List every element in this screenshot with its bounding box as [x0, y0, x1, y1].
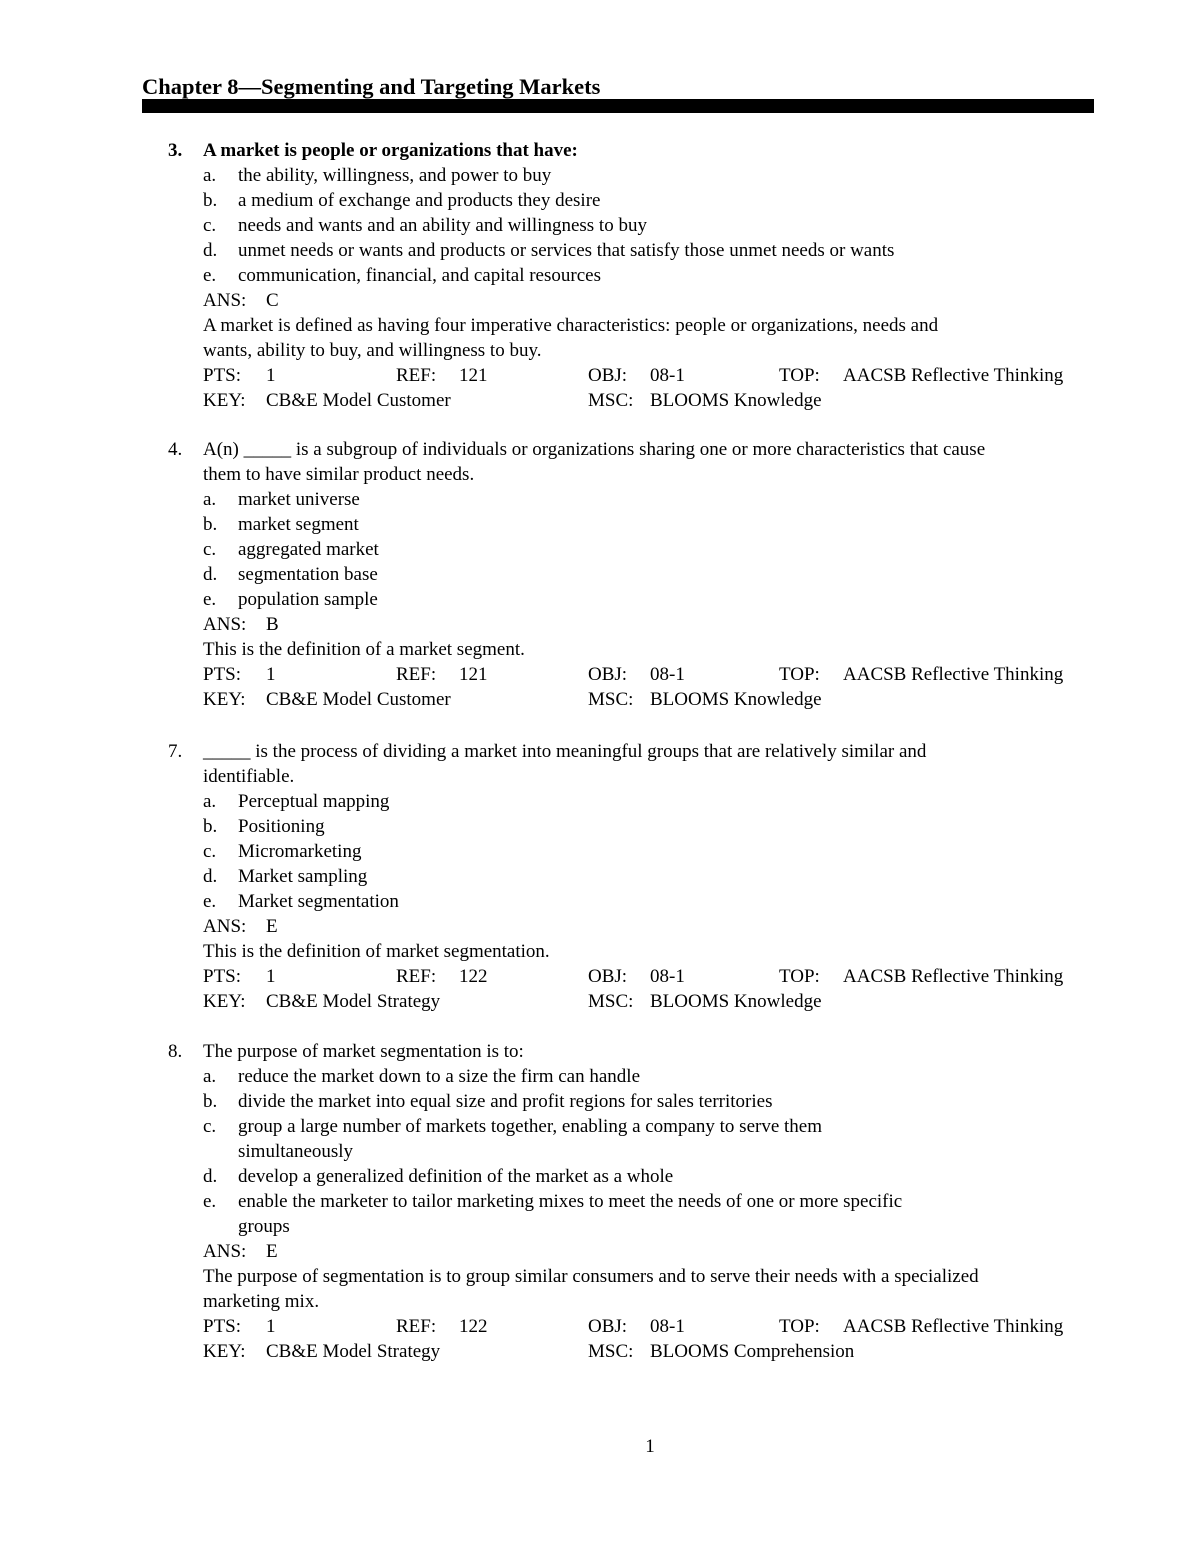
option-text: population sample [238, 589, 378, 610]
question-number: 3. [168, 140, 183, 161]
option-letter: a. [203, 1066, 217, 1087]
ref-label: REF: [396, 1316, 437, 1337]
ref-value: 121 [459, 664, 488, 685]
question-stem: them to have similar product needs. [203, 464, 475, 485]
option-text: Positioning [238, 816, 325, 837]
pts-value: 1 [266, 1316, 276, 1337]
option-text: market universe [238, 489, 360, 510]
answer-label: ANS: [203, 290, 247, 311]
option-letter: c. [203, 1116, 217, 1137]
top-value: AACSB Reflective Thinking [843, 365, 1064, 386]
text-line [0, 138, 1200, 163]
option-text: market segment [238, 514, 359, 535]
msc-value: BLOOMS Comprehension [650, 1341, 855, 1362]
answer-value: E [266, 916, 278, 937]
page-number: 1 [645, 1436, 655, 1457]
answer-rationale: The purpose of segmentation is to group similar consumers and to serve their needs with a specialized [203, 1266, 979, 1287]
text-line [0, 1039, 1200, 1064]
top-value: AACSB Reflective Thinking [843, 664, 1064, 685]
text-line [0, 989, 1200, 1014]
option-text: divide the market into equal size and profit regions for sales territories [238, 1091, 773, 1112]
ref-value: 121 [459, 365, 488, 386]
text-line [0, 1289, 1200, 1314]
pts-label: PTS: [203, 664, 242, 685]
option-text: unmet needs or wants and products or services that satisfy those unmet needs or wants [238, 240, 895, 261]
top-label: TOP: [779, 365, 820, 386]
pts-label: PTS: [203, 365, 242, 386]
option-text: aggregated market [238, 539, 379, 560]
msc-value: BLOOMS Knowledge [650, 991, 822, 1012]
option-letter: a. [203, 489, 217, 510]
ref-value: 122 [459, 966, 488, 987]
text-line [0, 238, 1200, 263]
option-text: a medium of exchange and products they desire [238, 190, 601, 211]
option-letter: e. [203, 1191, 217, 1212]
question-number: 4. [168, 439, 183, 460]
option-text: Micromarketing [238, 841, 362, 862]
answer-rationale: wants, ability to buy, and willingness to buy. [203, 340, 542, 361]
key-value: CB&E Model Customer [266, 689, 451, 710]
text-line [0, 1239, 1200, 1264]
option-text: develop a generalized definition of the market as a whole [238, 1166, 674, 1187]
question-number: 8. [168, 1041, 183, 1062]
text-line [0, 1164, 1200, 1189]
key-value: CB&E Model Customer [266, 390, 451, 411]
text-line [0, 562, 1200, 587]
text-line [0, 914, 1200, 939]
question-block [0, 138, 1200, 413]
option-letter: c. [203, 539, 217, 560]
key-label: KEY: [203, 1341, 246, 1362]
text-line [0, 188, 1200, 213]
text-line [0, 889, 1200, 914]
text-line [0, 263, 1200, 288]
text-line [0, 313, 1200, 338]
option-letter: c. [203, 841, 217, 862]
text-line [0, 512, 1200, 537]
option-text: Market sampling [238, 866, 368, 887]
text-line [0, 1264, 1200, 1289]
option-letter: d. [203, 240, 218, 261]
text-line [0, 687, 1200, 712]
key-value: CB&E Model Strategy [266, 991, 441, 1012]
obj-value: 08-1 [650, 365, 685, 386]
obj-label: OBJ: [588, 664, 628, 685]
option-text: needs and wants and an ability and willingness to buy [238, 215, 647, 236]
option-letter: d. [203, 1166, 218, 1187]
top-label: TOP: [779, 1316, 820, 1337]
option-letter: e. [203, 265, 217, 286]
option-text: Perceptual mapping [238, 791, 390, 812]
text-line [0, 839, 1200, 864]
option-letter: d. [203, 866, 218, 887]
key-label: KEY: [203, 390, 246, 411]
ref-label: REF: [396, 966, 437, 987]
option-text: group a large number of markets together, enabling a company to serve them [238, 1116, 822, 1137]
answer-rationale: A market is defined as having four imperative characteristics: people or organizations, needs and [203, 315, 939, 336]
text-line [0, 437, 1200, 462]
pts-value: 1 [266, 365, 276, 386]
key-label: KEY: [203, 991, 246, 1012]
text-line [0, 864, 1200, 889]
option-letter: b. [203, 190, 218, 211]
text-line [0, 363, 1200, 388]
text-line [0, 662, 1200, 687]
option-letter: a. [203, 165, 217, 186]
text-line [0, 288, 1200, 313]
text-line [0, 537, 1200, 562]
text-line [0, 739, 1200, 764]
msc-value: BLOOMS Knowledge [650, 390, 822, 411]
msc-value: BLOOMS Knowledge [650, 689, 822, 710]
key-label: KEY: [203, 689, 246, 710]
pts-label: PTS: [203, 1316, 242, 1337]
text-line [0, 789, 1200, 814]
text-line [0, 1089, 1200, 1114]
text-line [0, 637, 1200, 662]
question-stem: identifiable. [203, 766, 295, 787]
text-line [0, 587, 1200, 612]
pts-value: 1 [266, 664, 276, 685]
ref-value: 122 [459, 1316, 488, 1337]
obj-value: 08-1 [650, 966, 685, 987]
text-line [0, 1064, 1200, 1089]
top-label: TOP: [779, 966, 820, 987]
question-number: 7. [168, 741, 183, 762]
answer-rationale: This is the definition of market segmentation. [203, 941, 550, 962]
option-text: groups [238, 1216, 290, 1237]
text-line [0, 487, 1200, 512]
text-line [0, 764, 1200, 789]
option-letter: d. [203, 564, 218, 585]
text-line [0, 163, 1200, 188]
option-letter: c. [203, 215, 217, 236]
answer-value: B [266, 614, 279, 635]
option-letter: b. [203, 1091, 218, 1112]
option-text: segmentation base [238, 564, 378, 585]
answer-rationale: This is the definition of a market segment. [203, 639, 525, 660]
obj-value: 08-1 [650, 664, 685, 685]
text-line [0, 939, 1200, 964]
text-line [0, 388, 1200, 413]
text-line [0, 1114, 1200, 1139]
ref-label: REF: [396, 365, 437, 386]
ref-label: REF: [396, 664, 437, 685]
pts-value: 1 [266, 966, 276, 987]
text-line [0, 213, 1200, 238]
key-value: CB&E Model Strategy [266, 1341, 441, 1362]
question-block [0, 739, 1200, 1014]
text-line [0, 462, 1200, 487]
msc-label: MSC: [588, 689, 634, 710]
obj-value: 08-1 [650, 1316, 685, 1337]
answer-value: C [266, 290, 279, 311]
question-stem: The purpose of market segmentation is to: [203, 1041, 524, 1062]
text-line [0, 1139, 1200, 1164]
text-line [0, 814, 1200, 839]
question-stem: A(n) _____ is a subgroup of individuals or organizations sharing one or more characteristics that cause [203, 439, 986, 460]
msc-label: MSC: [588, 390, 634, 411]
option-text: Market segmentation [238, 891, 399, 912]
question-block [0, 1039, 1200, 1364]
pts-label: PTS: [203, 966, 242, 987]
answer-label: ANS: [203, 614, 247, 635]
option-letter: b. [203, 514, 218, 535]
chapter-title: Chapter 8—Segmenting and Targeting Markets [142, 74, 601, 99]
text-line [0, 1314, 1200, 1339]
answer-label: ANS: [203, 1241, 247, 1262]
top-value: AACSB Reflective Thinking [843, 966, 1064, 987]
question-block [0, 437, 1200, 712]
option-text: communication, financial, and capital resources [238, 265, 601, 286]
question-stem: _____ is the process of dividing a market into meaningful groups that are relatively similar and [203, 741, 927, 762]
obj-label: OBJ: [588, 966, 628, 987]
top-label: TOP: [779, 664, 820, 685]
obj-label: OBJ: [588, 1316, 628, 1337]
text-line [0, 1339, 1200, 1364]
answer-value: E [266, 1241, 278, 1262]
msc-label: MSC: [588, 991, 634, 1012]
option-letter: e. [203, 891, 217, 912]
answer-rationale: marketing mix. [203, 1291, 320, 1312]
option-text: the ability, willingness, and power to buy [238, 165, 552, 186]
text-line [0, 1214, 1200, 1239]
text-line [0, 1189, 1200, 1214]
option-letter: e. [203, 589, 217, 610]
text-line [0, 964, 1200, 989]
option-letter: b. [203, 816, 218, 837]
option-text: enable the marketer to tailor marketing mixes to meet the needs of one or more specific [238, 1191, 903, 1212]
title-rule [142, 99, 1094, 113]
answer-label: ANS: [203, 916, 247, 937]
question-stem: A market is people or organizations that have: [203, 140, 578, 161]
option-letter: a. [203, 791, 217, 812]
text-line [0, 612, 1200, 637]
option-text: simultaneously [238, 1141, 354, 1162]
top-value: AACSB Reflective Thinking [843, 1316, 1064, 1337]
text-line [0, 338, 1200, 363]
obj-label: OBJ: [588, 365, 628, 386]
option-text: reduce the market down to a size the firm can handle [238, 1066, 640, 1087]
msc-label: MSC: [588, 1341, 634, 1362]
